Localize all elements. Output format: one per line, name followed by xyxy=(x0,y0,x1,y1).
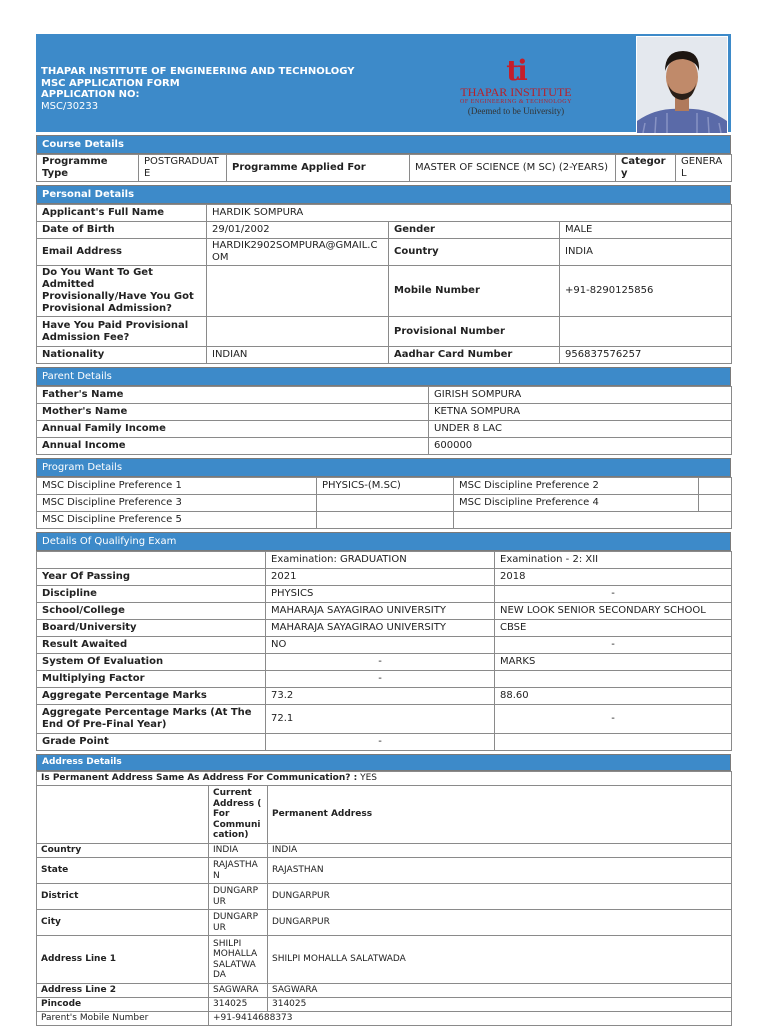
address-row-label: Address Line 2 xyxy=(37,984,209,998)
same-address-label: Is Permanent Address Same As Address For Communication? : xyxy=(41,773,358,784)
exam-row-label: System Of Evaluation xyxy=(37,654,266,671)
exam-row-v1: 73.2 xyxy=(266,688,495,705)
exam-row-label: School/College xyxy=(37,603,266,620)
thapar-logo xyxy=(441,56,591,126)
programme-applied-label: Programme Applied For xyxy=(227,155,410,182)
email-label: Email Address xyxy=(37,239,207,266)
address-row-label: Address Line 1 xyxy=(37,936,209,984)
exam-row-v2: CBSE xyxy=(495,620,732,637)
form-title: MSC APPLICATION FORM xyxy=(41,77,180,89)
category-label: Category xyxy=(616,155,676,182)
permanent-address-head: Permanent Address xyxy=(268,786,732,844)
parent-mobile-value: +91-9414688373 xyxy=(209,1012,732,1026)
exam-row-v2: MARKS xyxy=(495,654,732,671)
family-income-label: Annual Family Income xyxy=(37,421,429,438)
section-personal-details: Personal Details xyxy=(36,185,731,204)
pref2-value xyxy=(699,478,732,495)
programme-type-label: Programme Type xyxy=(37,155,139,182)
address-row-permanent: SHILPI MOHALLA SALATWADA xyxy=(268,936,732,984)
application-form xyxy=(36,34,731,1026)
exam-row-v1: PHYSICS xyxy=(266,586,495,603)
address-row-current: INDIA xyxy=(209,844,268,858)
address-row-permanent: DUNGARPUR xyxy=(268,884,732,910)
institute-name: THAPAR INSTITUTE OF ENGINEERING AND TECHNOLOGY xyxy=(41,66,355,77)
pref5-label: MSC Discipline Preference 5 xyxy=(37,512,317,529)
annual-income-label: Annual Income xyxy=(37,438,429,455)
address-row-permanent: SAGWARA xyxy=(268,984,732,998)
exam-row-label: Aggregate Percentage Marks xyxy=(37,688,266,705)
exam-row-v2: 88.60 xyxy=(495,688,732,705)
exam-row-v1: 2021 xyxy=(266,569,495,586)
programme-applied-value: MASTER OF SCIENCE (M SC) (2-YEARS) xyxy=(410,155,616,182)
country-label: Country xyxy=(389,239,560,266)
address-row-current: SHILPI MOHALLA SALATWA DA xyxy=(209,936,268,984)
exam-row-label: Discipline xyxy=(37,586,266,603)
annual-income-value: 600000 xyxy=(429,438,732,455)
exam-row-v1: 72.1 xyxy=(266,705,495,734)
pref1-label: MSC Discipline Preference 1 xyxy=(37,478,317,495)
form-header xyxy=(36,34,731,132)
exam-row-v1: NO xyxy=(266,637,495,654)
address-row-label: District xyxy=(37,884,209,910)
address-row-current: RAJASTHA N xyxy=(209,858,268,884)
address-blank-head xyxy=(37,786,209,844)
family-income-value: UNDER 8 LAC xyxy=(429,421,732,438)
header-text xyxy=(41,66,355,112)
pref5-value xyxy=(317,512,454,529)
programme-type-value: POSTGRADUATE xyxy=(139,155,227,182)
mobile-value: +91-8290125856 xyxy=(560,266,732,317)
parent-details-table xyxy=(36,386,732,455)
exam-row-v1: MAHARAJA SAYAGIRAO UNIVERSITY xyxy=(266,603,495,620)
section-parent-details: Parent Details xyxy=(36,367,731,386)
provisional-admission-value xyxy=(207,266,389,317)
address-row-current: SAGWARA xyxy=(209,984,268,998)
provisional-number-label: Provisional Number xyxy=(389,317,560,347)
gender-label: Gender xyxy=(389,222,560,239)
father-name-label: Father's Name xyxy=(37,387,429,404)
section-program-details: Program Details xyxy=(36,458,731,477)
exam-row-v2: - xyxy=(495,705,732,734)
address-row-label: State xyxy=(37,858,209,884)
dob-value: 29/01/2002 xyxy=(207,222,389,239)
provisional-fee-value xyxy=(207,317,389,347)
provisional-number-value xyxy=(560,317,732,347)
exam-row-v2: NEW LOOK SENIOR SECONDARY SCHOOL xyxy=(495,603,732,620)
exam-row-v2 xyxy=(495,734,732,751)
exam-row-label: Aggregate Percentage Marks (At The End Of Pre-Final Year) xyxy=(37,705,266,734)
exam-col1-head: Examination: GRADUATION xyxy=(266,552,495,569)
pref1-value: PHYSICS-(M.SC) xyxy=(317,478,454,495)
personal-details-table xyxy=(36,204,732,364)
logo-mark: ti xyxy=(506,54,526,87)
qualifying-exam-table xyxy=(36,551,732,751)
pref4-label: MSC Discipline Preference 4 xyxy=(454,495,699,512)
category-value: GENERAL xyxy=(676,155,732,182)
logo-name: THAPAR INSTITUTE xyxy=(460,85,572,99)
exam-blank-head xyxy=(37,552,266,569)
nationality-label: Nationality xyxy=(37,347,207,364)
exam-row-label: Year Of Passing xyxy=(37,569,266,586)
address-row-current: DUNGARP UR xyxy=(209,910,268,936)
aadhar-value: 956837576257 xyxy=(560,347,732,364)
address-row-permanent: INDIA xyxy=(268,844,732,858)
address-row-permanent: DUNGARPUR xyxy=(268,910,732,936)
exam-col2-head: Examination - 2: XII xyxy=(495,552,732,569)
logo-subtitle: OF ENGINEERING & TECHNOLOGY xyxy=(460,99,572,105)
exam-row-v1: - xyxy=(266,671,495,688)
exam-row-v2: - xyxy=(495,586,732,603)
address-row-permanent: RAJASTHAN xyxy=(268,858,732,884)
application-no: MSC/30233 xyxy=(41,100,99,112)
mother-name-value: KETNA SOMPURA xyxy=(429,404,732,421)
exam-row-label: Board/University xyxy=(37,620,266,637)
dob-label: Date of Birth xyxy=(37,222,207,239)
logo-deemed: (Deemed to be University) xyxy=(467,106,565,116)
section-qualifying-exam: Details Of Qualifying Exam xyxy=(36,532,731,551)
exam-row-v2 xyxy=(495,671,732,688)
address-row-current: 314025 xyxy=(209,998,268,1012)
nationality-value: INDIAN xyxy=(207,347,389,364)
address-row-label: Pincode xyxy=(37,998,209,1012)
pref3-value xyxy=(317,495,454,512)
section-course-details: Course Details xyxy=(36,135,731,154)
same-address-value: YES xyxy=(360,773,377,784)
parent-mobile-label: Parent's Mobile Number xyxy=(37,1012,209,1026)
exam-row-label: Grade Point xyxy=(37,734,266,751)
email-value: HARDIK2902SOMPURA@GMAIL.COM xyxy=(207,239,389,266)
program-details-table xyxy=(36,477,732,529)
pref4-value xyxy=(699,495,732,512)
applicant-photo xyxy=(636,36,728,134)
exam-row-v2: 2018 xyxy=(495,569,732,586)
exam-row-label: Multiplying Factor xyxy=(37,671,266,688)
exam-row-label: Result Awaited xyxy=(37,637,266,654)
father-name-value: GIRISH SOMPURA xyxy=(429,387,732,404)
exam-row-v1: MAHARAJA SAYAGIRAO UNIVERSITY xyxy=(266,620,495,637)
provisional-admission-label: Do You Want To Get Admitted Provisionally/Have You Got Provisional Admission? xyxy=(37,266,207,317)
full-name-value: HARDIK SOMPURA xyxy=(207,205,732,222)
mother-name-label: Mother's Name xyxy=(37,404,429,421)
mobile-label: Mobile Number xyxy=(389,266,560,317)
application-no-label: APPLICATION NO: xyxy=(41,89,140,100)
country-value: INDIA xyxy=(560,239,732,266)
exam-row-v1: - xyxy=(266,734,495,751)
provisional-fee-label: Have You Paid Provisional Admission Fee? xyxy=(37,317,207,347)
full-name-label: Applicant's Full Name xyxy=(37,205,207,222)
address-row-current: DUNGARP UR xyxy=(209,884,268,910)
empty-cell xyxy=(454,512,732,529)
section-address-details: Address Details xyxy=(36,754,731,771)
aadhar-label: Aadhar Card Number xyxy=(389,347,560,364)
exam-row-v2: - xyxy=(495,637,732,654)
exam-row-v1: - xyxy=(266,654,495,671)
course-details-table xyxy=(36,154,732,182)
current-address-head: Current Address ( For Communi cation) xyxy=(209,786,268,844)
address-details-table xyxy=(36,771,732,1026)
pref3-label: MSC Discipline Preference 3 xyxy=(37,495,317,512)
address-row-permanent: 314025 xyxy=(268,998,732,1012)
gender-value: MALE xyxy=(560,222,732,239)
address-row-label: City xyxy=(37,910,209,936)
same-address-row xyxy=(37,772,732,786)
pref2-label: MSC Discipline Preference 2 xyxy=(454,478,699,495)
address-row-label: Country xyxy=(37,844,209,858)
